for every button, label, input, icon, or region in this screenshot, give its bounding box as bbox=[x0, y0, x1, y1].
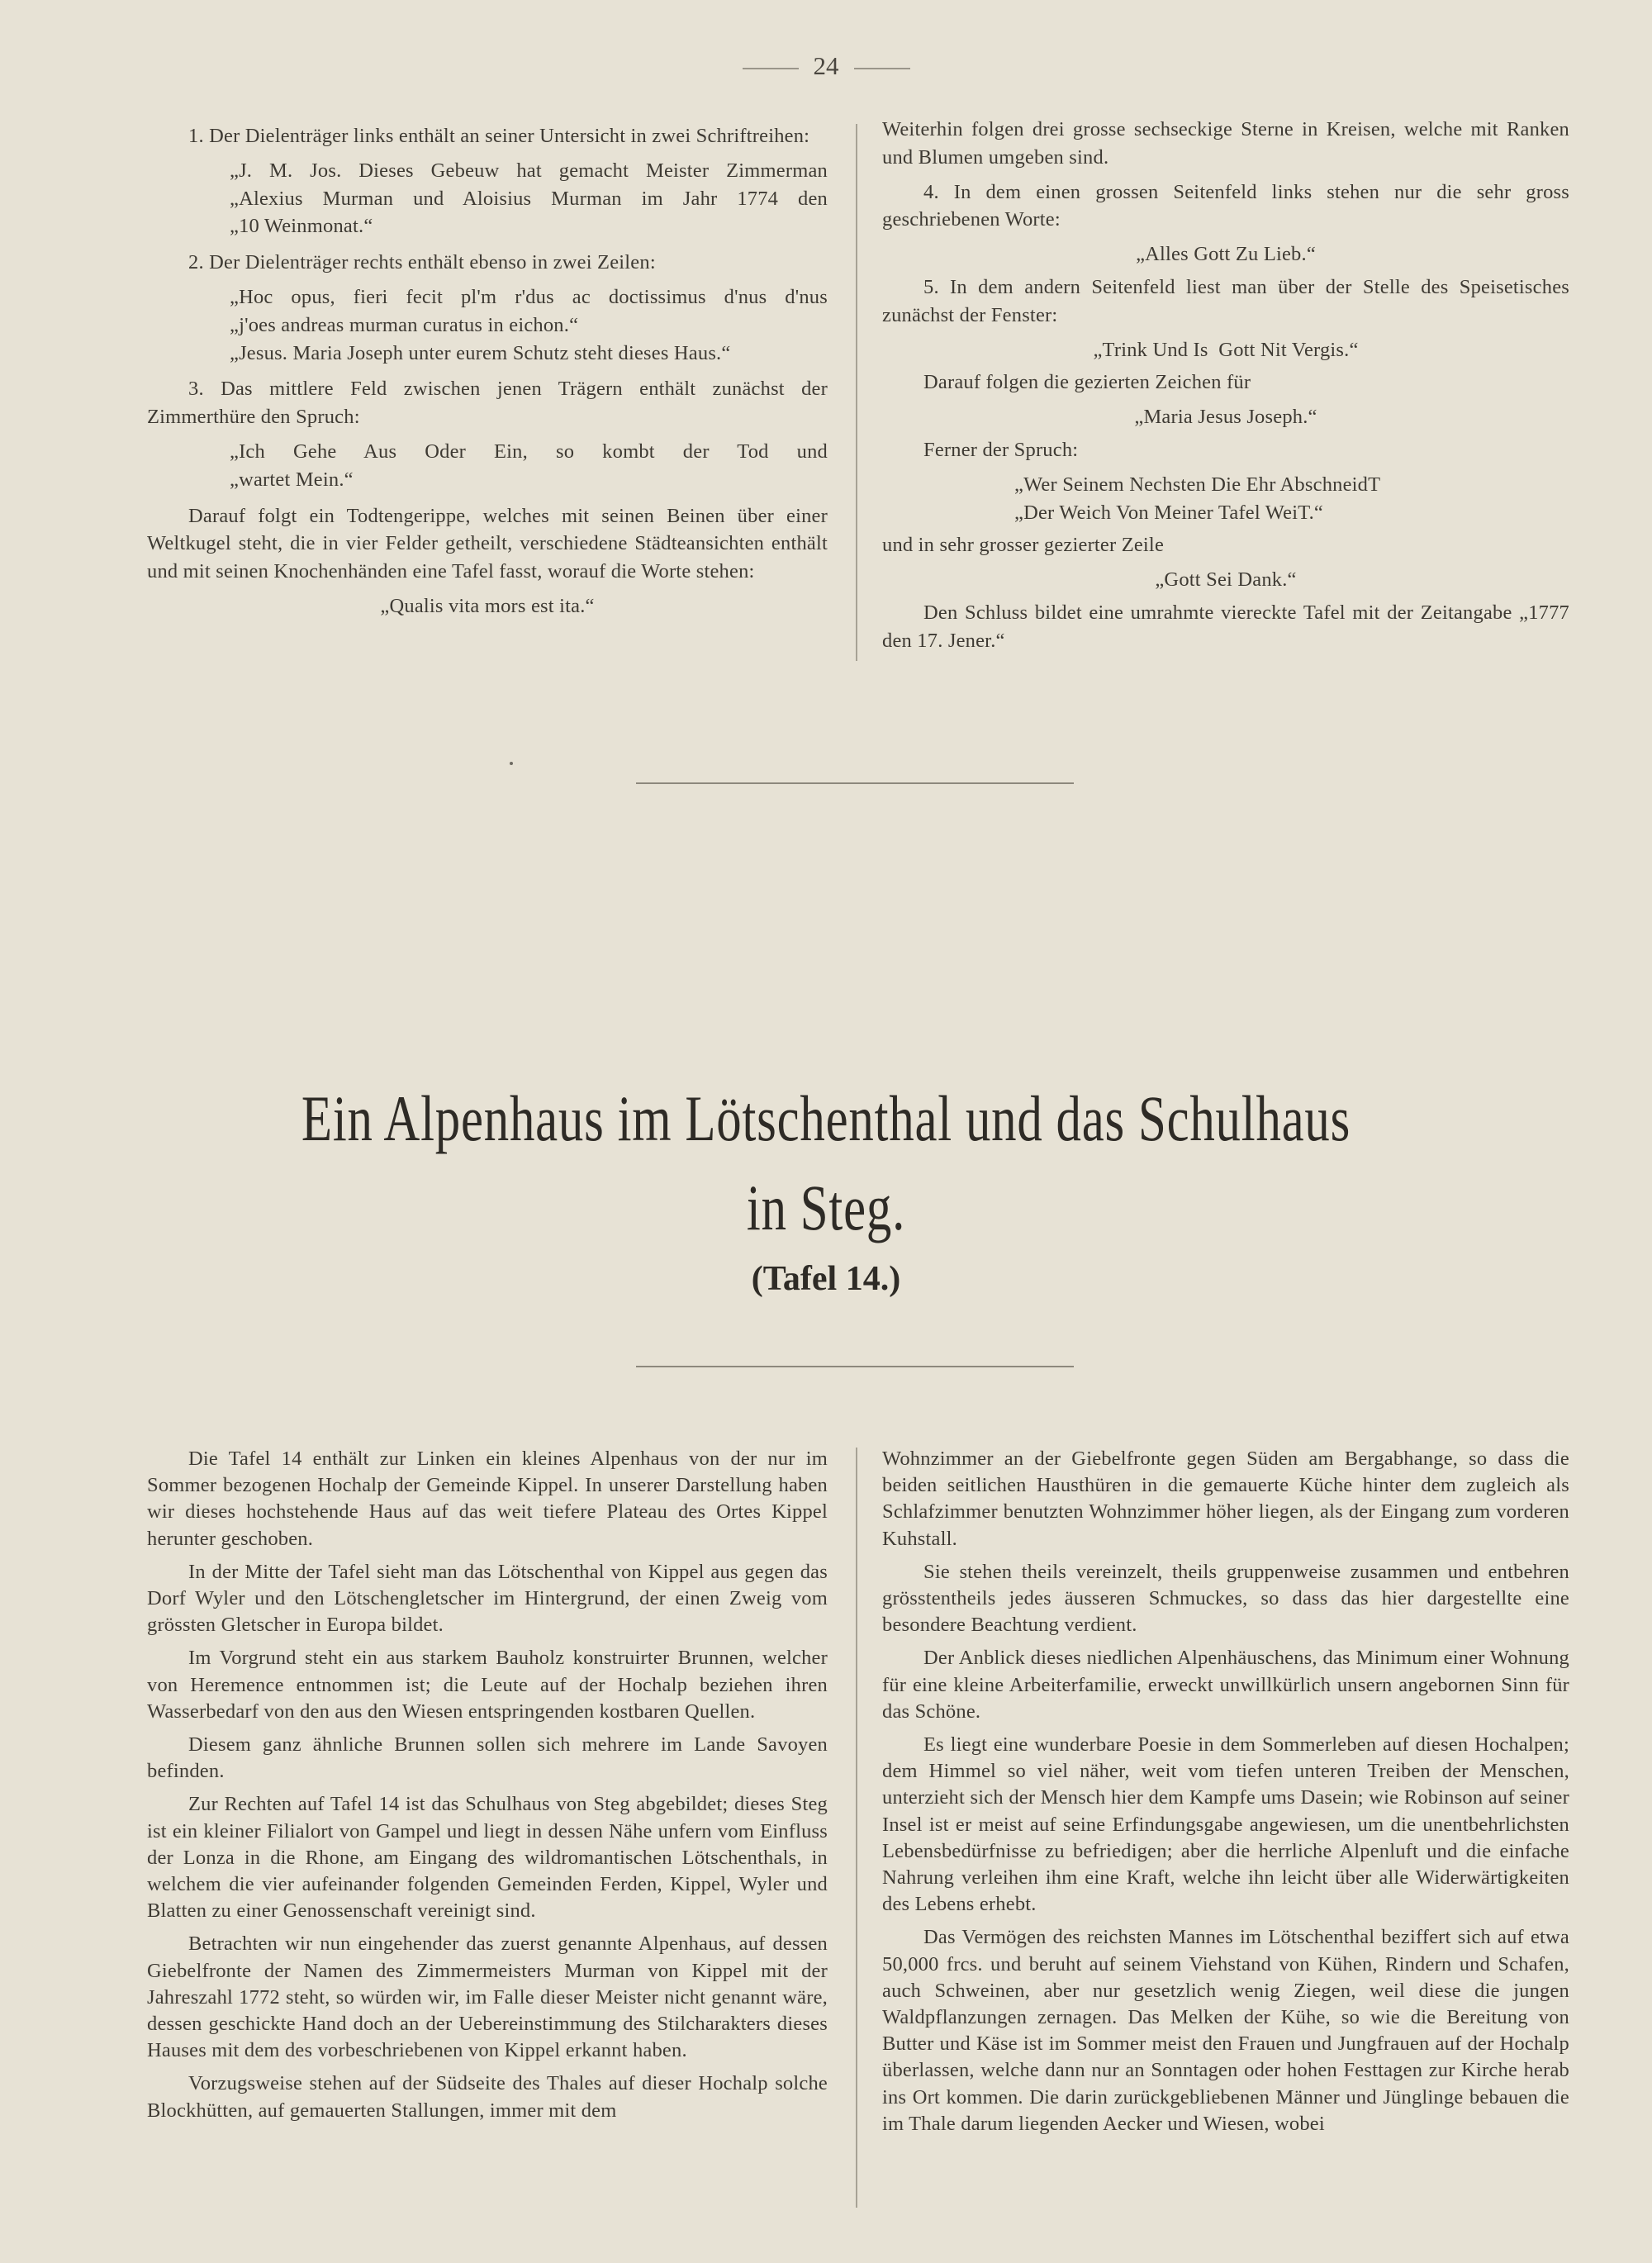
section-separator-title bbox=[636, 1366, 1074, 1367]
item-2-intro: 2. Der Dielenträger rechts enthält ebenso in zwei Zeilen: bbox=[188, 251, 656, 274]
item-2 bbox=[147, 249, 828, 367]
page-number-rule-left bbox=[743, 68, 799, 69]
top-column-divider bbox=[856, 124, 857, 661]
item-3 bbox=[147, 375, 828, 493]
body-paragraph: Diesem ganz ähnliche Brunnen sollen sich mehrere im Lande Savoyen befinden. bbox=[147, 1733, 828, 1783]
item-4-intro: 4. In dem einen grossen Seitenfeld links stehen nur die sehr gross geschriebenen Worte: bbox=[882, 180, 1569, 231]
body-paragraph: Die Tafel 14 enthält zur Linken ein kleines Alpenhaus von der nur im Sommer bezogenen Hochalp der Gemeinde Kippel. In unserer Darstellung haben wir dieses hochstehende Haus auf das weit tiefere Plateau des Ortes Kippel herunter geschoben. bbox=[147, 1448, 828, 1550]
body-paragraph: Im Vorgrund steht ein aus starkem Bauholz konstruirter Brunnen, welcher von Heremence entnommen ist; die Leute auf der Hochalp beziehen ihren Wasserbedarf von den aus den Wiesen entspringenden kostbaren Quellen. bbox=[147, 1647, 828, 1723]
quote-line: „Wer Seinem Nechsten Die Ehr AbschneidT bbox=[1014, 473, 1381, 496]
sterne-paragraph: Weiterhin folgen drei grosse sechseckige Sterne in Kreisen, welche mit Ranken und Blumen umgeben sind. bbox=[882, 118, 1569, 169]
zeichen-paragraph: Darauf folgen die gezierten Zeichen für bbox=[923, 371, 1251, 394]
quote-line: „J. M. Jos. Dieses Gebeuw hat gemacht Meister Zimmerman bbox=[230, 159, 828, 182]
item-1-quote bbox=[230, 157, 828, 240]
body-paragraph: Sie stehen theils vereinzelt, theils gruppenweise zusammen und entbehren grösstentheils jedes äusseren Schmuckes, so dass das hier dargestellte eine besondere Beachtung verdient. bbox=[882, 1560, 1569, 1637]
article-title-line-1: Ein Alpenhaus im Lötschenthal und das Schulhaus bbox=[301, 1082, 1351, 1154]
top-right-column bbox=[882, 116, 1569, 662]
bottom-column-divider bbox=[856, 1448, 857, 2208]
zeile-paragraph: und in sehr grosser gezierter Zeile bbox=[882, 534, 1165, 557]
page-number-rule-right bbox=[854, 68, 910, 69]
article-title-line-2: in Steg. bbox=[746, 1172, 906, 1243]
item-3-quote bbox=[230, 438, 828, 494]
quote-maria: „Maria Jesus Joseph.“ bbox=[1134, 406, 1317, 429]
item-2-quote bbox=[230, 283, 828, 367]
quote-dank: „Gott Sei Dank.“ bbox=[1155, 568, 1297, 592]
quote-qualis: „Qualis vita mors est ita.“ bbox=[380, 594, 595, 617]
print-speck bbox=[510, 762, 513, 765]
quote-line: „Alexius Murman und Aloisius Murman im Jahr 1774 den bbox=[230, 187, 828, 210]
quote-line: „10 Weinmonat.“ bbox=[230, 215, 373, 238]
page-number-text: 24 bbox=[813, 51, 839, 80]
article-subtitle: (Tafel 14.) bbox=[751, 1260, 901, 1298]
quote-wer bbox=[882, 471, 1569, 527]
item-1 bbox=[147, 122, 828, 240]
quote-line: „j'oes andreas murman curatus in eichon.“ bbox=[230, 313, 579, 336]
body-paragraph: Vorzugsweise stehen auf der Südseite des Thales auf dieser Hochalp solche Blockhütten, auf gemauerten Stallungen, immer mit dem bbox=[147, 2072, 828, 2122]
quote-line: „Ich Gehe Aus Oder Ein, so kombt der Tod und bbox=[230, 440, 828, 463]
body-paragraph: In der Mitte der Tafel sieht man das Lötschenthal von Kippel aus gegen das Dorf Wyler und den Lötschengletscher im Hintergrund, der einen Zweig vom grössten Gletscher in Europa bildet. bbox=[147, 1560, 828, 1637]
body-paragraph: Wohnzimmer an der Giebelfronte gegen Süden am Bergabhange, so dass die beiden seitlichen Hausthüren in die gemauerte Küche hinter dem zugleich als Schlafzimmer benutzten Wohnzimmer höher liegen, als der Eingang zum vorderen Kuhstall. bbox=[882, 1448, 1569, 1550]
bottom-left-column bbox=[147, 1446, 828, 2131]
top-left-column bbox=[147, 122, 828, 625]
item-1-intro: 1. Der Dielenträger links enthält an seiner Untersicht in zwei Schriftreihen: bbox=[188, 125, 810, 147]
item-5-quote: „Trink Und Is Gott Nit Vergis.“ bbox=[1093, 338, 1359, 361]
item-4-quote: „Alles Gott Zu Lieb.“ bbox=[1136, 243, 1316, 266]
quote-line: „wartet Mein.“ bbox=[230, 468, 354, 491]
page-number bbox=[0, 51, 1652, 81]
quote-line: „Der Weich Von Meiner Tafel WeiT.“ bbox=[1014, 501, 1323, 524]
skeleton-paragraph: Darauf folgt ein Todtengerippe, welches mit seinen Beinen über einer Weltkugel steht, die in vier Felder getheilt, verschiedene Städteansichten enthält und mit seinen Knochenhänden eine Tafel fasst, worauf die Worte stehen: bbox=[147, 504, 828, 583]
article-title bbox=[246, 1074, 1406, 1253]
body-paragraph: Betrachten wir nun eingehender das zuerst genannte Alpenhaus, auf dessen Giebelfronte der Namen des Zimmermeisters Murman von Kippel mit der Jahreszahl 1772 steht, so würden wir, im Falle dieser Meister nicht genannt wäre, dessen geschickte Hand doch an der Uebereinstimmung des Stilcharakters dieses Hauses mit dem des vorbeschriebenen von Kippel erkannt haben. bbox=[147, 1933, 828, 2062]
item-3-intro: 3. Das mittlere Feld zwischen jenen Trägern enthält zunächst der Zimmerthüre den Spruch: bbox=[147, 378, 828, 429]
quote-line: „Jesus. Maria Joseph unter eurem Schutz steht dieses Haus.“ bbox=[230, 341, 731, 364]
body-paragraph: Es liegt eine wunderbare Poesie in dem Sommerleben auf diesen Hochalpen; dem Himmel so viel näher, weit vom tiefen unteren Treiben der Menschen, unterzieht sich der Mensch hier dem Kampfe ums Dasein; wie Robinson auf seiner Insel ist er meist auf seine Erfindungsgabe angewiesen, um die unentbehrlichsten Lebensbedürfnisse zu befriedigen; aber die herrliche Alpenluft und die einfache Nahrung verleihen ihm eine Kraft, welche ihn leicht über alle Widerwärtigkeiten des Lebens erhebt. bbox=[882, 1733, 1569, 1916]
section-separator-top bbox=[636, 782, 1074, 784]
bottom-right-column bbox=[882, 1446, 1569, 2144]
ferner-paragraph: Ferner der Spruch: bbox=[923, 438, 1079, 461]
body-paragraph: Zur Rechten auf Tafel 14 ist das Schulhaus von Steg abgebildet; dieses Steg ist ein kleiner Filialort von Gampel und liegt in dessen Nähe unfern vom Einfluss der Lonza in die Rhone, am Eingang des wildromantischen Lötschenthals, in welchem die vier aufeinander folgenden Gemeinden Ferden, Kippel, Wyler und Blatten zu einer Genossenschaft vereinigt sind. bbox=[147, 1793, 828, 1923]
quote-line: „Hoc opus, fieri fecit pl'm r'dus ac doctissimus d'nus d'nus bbox=[230, 285, 828, 308]
body-paragraph: Das Vermögen des reichsten Mannes im Lötschenthal beziffert sich auf etwa 50,000 frcs. und beruht auf seinem Viehstand von Kühen, Rindern und Schafen, auch Schweinen, aber nur gesetzlich wenig Ziegen, weil diese die jungen Waldpflanzungen zernagen. Das Melken der Kühe, so wie die Bereitung von Butter und Käse ist im Sommer meist den Frauen und Jungfrauen auf der Hochalp überlassen, welche dann nur an Sonntagen oder hohen Festtagen zur Kirche herab ins Ort kommen. Die darin zurückgebliebenen Männer und Jünglinge bebauen die im Thale darum liegenden Aecker und Wiesen, wobei bbox=[882, 1926, 1569, 2135]
body-paragraph: Der Anblick dieses niedlichen Alpenhäuschens, das Minimum einer Wohnung für eine kleine Arbeiterfamilie, erweckt unwillkürlich unsern angebornen Sinn für das Schöne. bbox=[882, 1647, 1569, 1723]
item-5-intro: 5. In dem andern Seitenfeld liest man über der Stelle des Speisetisches zunächst der Fenster: bbox=[882, 275, 1569, 326]
schluss-paragraph: Den Schluss bildet eine umrahmte viereckte Tafel mit der Zeitangabe „1777 den 17. Jener.“ bbox=[882, 601, 1569, 652]
